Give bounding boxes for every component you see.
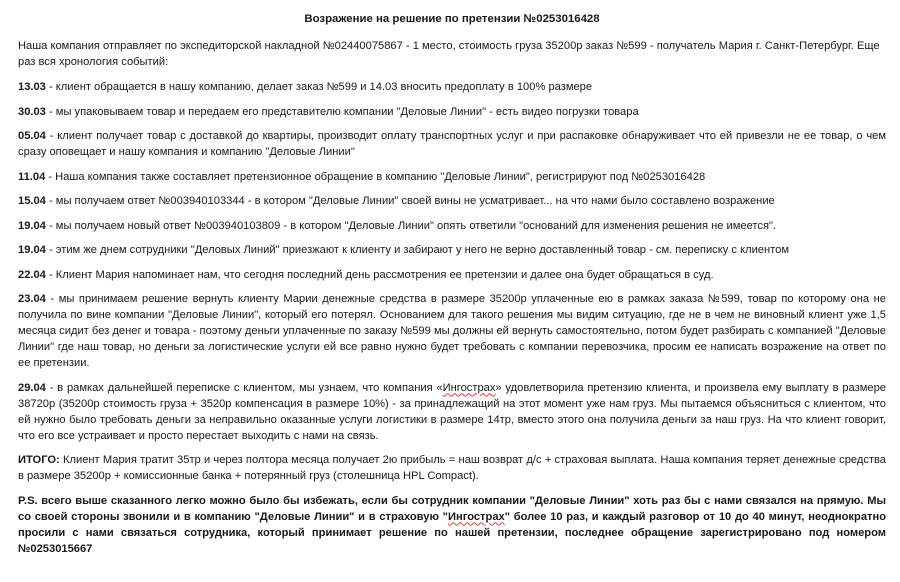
ps-text-start: P.S. всего выше сказанного легко можно было бы избежать, если бы сотрудник компании "Деловые Линии" хоть раз бы с нами связался на прямую. Мы со своей стороны звонили и в компанию "Деловые Линии" и в страховую ": [18, 494, 886, 523]
event-date: 23.04: [18, 293, 46, 305]
event-text-end: » удовлетворила претензию клиента, и произвела ему выплату в размере 38720р (35200р стоимость груза + 3520р компенсация в размере 10%) - за принадлежащий на этот момент уже нам груз. Мы пытаемся объясниться с клиентом, что ей нужно было требовать деньги за неправильно оказанные услуги логистики в размере 14тр, вместо этого она получила деньги за наш груз. На что клиент говорит, что его все устраивает и просто перестает выходить с нами на связь.: [18, 381, 886, 442]
event-text: - клиент обращается в нашу компанию, делает заказ №599 и 14.03 вносить предоплату в 100% размере: [45, 81, 593, 93]
event-paragraph: [18, 169, 886, 185]
event-text: - клиент получает товар с доставкой до квартиры, производит оплату транспортных услуг и при распаковке обнаруживает что ей привезли не ее товар, о чем сразу оповещает и нашу компания и компанию "Деловые Линии": [18, 130, 886, 158]
event-text-start: - в рамках дальнейшей переписке с клиентом, мы узнаем, что компания «: [45, 381, 443, 394]
event-date: 19.04: [18, 219, 46, 232]
event-paragraph: [18, 242, 886, 258]
summary-text: Клиент Мария тратит 35тр и через полтора месяца получает 2ю прибыль = наш возврат д/с + страховая выплата. Наша компания теряет денежные средства в размере 35200р + комиссионные банка + потерянный груз (столешница HPL Compact).: [18, 454, 886, 482]
event-date: 29.04: [18, 381, 46, 394]
event-text: - мы упаковываем товар и передаем его представителю компании "Деловые Линии" - есть видео погрузки товара: [45, 105, 639, 118]
event-paragraph: [18, 291, 886, 371]
event-text: - мы принимаем решение вернуть клиенту Марии денежные средства в размере 35200р уплаченные ею в рамках заказа №599, товар по которому она не получила по вине компании "Деловые Линии", который его потерял. Основанием для такого решения мы видим ситуацию, где не в чем не виновный клиент уже 1,5 месяца сидит без денег и товара - поэтому деньги уплаченные по заказу №599 мы должны ей вернуть самостоятельно, потом будет разбирать с компанией "Деловые Линии" где наш товар, но деньги за логистические услуги ей все равно нужно будет требовать с компании перевозчика, просим ее написать возражение на ответ по ее претензии.: [18, 293, 886, 369]
intro-paragraph: Наша компания отправляет по экспедиторской накладной №02440075867 - 1 место, стоимость груза 35200р заказ №599 - получатель Мария г. Санкт-Петербург. Еще раз вся хронология событий:: [18, 40, 880, 68]
event-date: 05.04: [18, 130, 46, 142]
event-text: - мы получаем новый ответ №003940103809 - в котором "Деловые Линии" опять ответили "оснований для изменения решения не имеется".: [45, 219, 777, 232]
event-paragraph-2904: [18, 380, 886, 444]
event-date: 11.04: [18, 170, 46, 183]
event-text: - этим же днем сотрудники "Деловых Линий" приезжают к клиенту и забирают у него не верно доставленный товар - см. переписку с клиентом: [45, 244, 789, 256]
summary-label: ИТОГО:: [18, 454, 60, 466]
event-text: - Наша компания также составляет претензионное обращение в компанию "Деловые Линии", регистрируют под №0253016428: [45, 170, 706, 183]
event-paragraph: [18, 128, 886, 160]
event-paragraph: [18, 267, 886, 283]
ps-text-end: " более 10 раз, и каждый разговор от 10 до 40 минут, неоднократно просили с нами связаться сотрудника, который принимает решение по нашей претензии, последнее обращение зарегистрировано под номером №0253015667: [18, 510, 886, 555]
spellcheck-marked-word: Ингострах: [447, 510, 505, 523]
event-date: 22.04: [18, 268, 46, 281]
event-date: 15.04: [18, 195, 46, 207]
event-paragraph: [18, 193, 886, 209]
spellcheck-marked-word: Ингострах: [442, 381, 496, 394]
summary-paragraph: [18, 452, 886, 484]
event-paragraph: [18, 104, 886, 120]
ps-paragraph: [18, 493, 886, 557]
event-date: 30.03: [18, 105, 46, 118]
event-text: - мы получаем ответ №003940103344 - в котором "Деловые Линии" своей вины не усматривает... на что нами было составлено возражение: [45, 195, 775, 207]
event-date: 13.03: [18, 81, 46, 93]
event-paragraph: [18, 79, 886, 95]
event-paragraph: [18, 218, 886, 234]
event-text: - Клиент Мария напоминает нам, что сегодня последний день рассмотрения ее претензии и далее она будет обращаться в суд.: [45, 268, 714, 281]
event-date: 19.04: [18, 244, 46, 256]
document-title: Возражение на решение по претензии №0253016428: [304, 13, 600, 25]
